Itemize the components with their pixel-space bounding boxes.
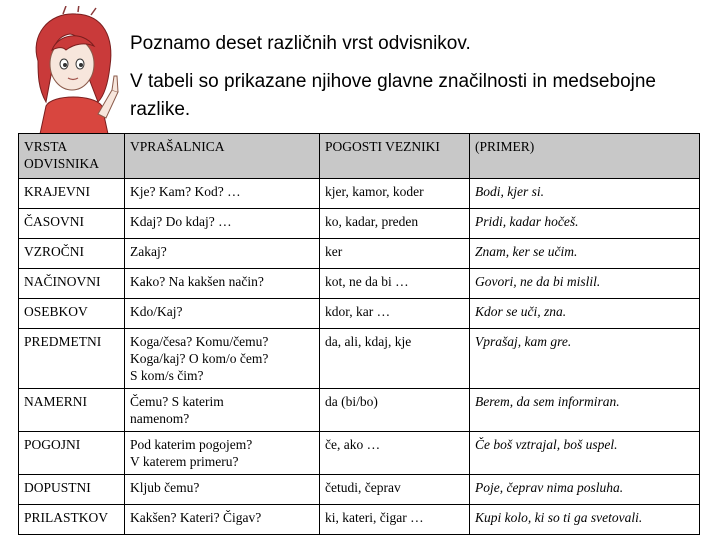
cell-conjunctions: da (bi/bo) [320, 389, 470, 432]
cell-question: Kako? Na kakšen način? [125, 269, 320, 299]
table-row [19, 432, 700, 475]
header-example: (PRIMER) [470, 134, 700, 179]
cell-question: Kdaj? Do kdaj? … [125, 209, 320, 239]
cell-example: Če boš vztrajal, boš uspel. [470, 432, 700, 475]
cell-question-line: V katerem primeru? [130, 454, 239, 469]
cell-question: Kje? Kam? Kod? … [125, 179, 320, 209]
intro-line-1: Poznamo deset različnih vrst odvisnikov. [130, 33, 471, 54]
girl-illustration [18, 6, 128, 134]
cell-example: Berem, da sem informiran. [470, 389, 700, 432]
cell-conjunctions: kot, ne da bi … [320, 269, 470, 299]
cell-question [125, 389, 320, 432]
cell-example: Govori, ne da bi mislil. [470, 269, 700, 299]
cell-example: Kupi kolo, ki so ti ga svetovali. [470, 505, 700, 535]
table-row [19, 475, 700, 505]
cell-type: KRAJEVNI [19, 179, 125, 209]
cell-question-line: Pod katerim pogojem? [130, 437, 253, 452]
header-question: VPRAŠALNICA [125, 134, 320, 179]
cell-question [125, 432, 320, 475]
header-type: VRSTA ODVISNIKA [19, 134, 125, 179]
clause-types-table [18, 133, 700, 535]
table-row [19, 329, 700, 389]
cell-conjunctions: če, ako … [320, 432, 470, 475]
cell-type: PRILASTKOV [19, 505, 125, 535]
cell-type: OSEBKOV [19, 299, 125, 329]
cell-type: NAMERNI [19, 389, 125, 432]
table-row [19, 179, 700, 209]
table-row [19, 505, 700, 535]
cell-question: Zakaj? [125, 239, 320, 269]
cell-question-line: namenom? [130, 411, 190, 426]
cell-example: Bodi, kjer si. [470, 179, 700, 209]
cell-type: PREDMETNI [19, 329, 125, 389]
cell-conjunctions: ko, kadar, preden [320, 209, 470, 239]
cell-question-line: Koga/česa? Komu/čemu? [130, 334, 269, 349]
cell-question-line: S kom/s čim? [130, 368, 204, 383]
cell-type: DOPUSTNI [19, 475, 125, 505]
cell-example: Poje, čeprav nima posluha. [470, 475, 700, 505]
cell-example: Pridi, kadar hočeš. [470, 209, 700, 239]
cell-question: Kljub čemu? [125, 475, 320, 505]
table-row [19, 389, 700, 432]
cell-conjunctions: ker [320, 239, 470, 269]
cell-conjunctions: kdor, kar … [320, 299, 470, 329]
intro-line-2: V tabeli so prikazane njihove glavne značilnosti in medsebojne razlike. [130, 71, 656, 120]
table-row [19, 299, 700, 329]
cell-example: Vprašaj, kam gre. [470, 329, 700, 389]
table-row [19, 209, 700, 239]
table-row [19, 239, 700, 269]
table-header-row [19, 134, 700, 179]
cell-question [125, 329, 320, 389]
cell-type: VZROČNI [19, 239, 125, 269]
cell-type: NAČINOVNI [19, 269, 125, 299]
cell-example: Znam, ker se učim. [470, 239, 700, 269]
intro-text [130, 30, 710, 124]
cell-question-line: Čemu? S katerim [130, 394, 224, 409]
cell-question: Kakšen? Kateri? Čigav? [125, 505, 320, 535]
cell-conjunctions: kjer, kamor, koder [320, 179, 470, 209]
cell-example: Kdor se uči, zna. [470, 299, 700, 329]
cell-conjunctions: četudi, čeprav [320, 475, 470, 505]
cell-question: Kdo/Kaj? [125, 299, 320, 329]
table-row [19, 269, 700, 299]
cell-type: ČASOVNI [19, 209, 125, 239]
cell-type: POGOJNI [19, 432, 125, 475]
cell-conjunctions: da, ali, kdaj, kje [320, 329, 470, 389]
header-conjunctions: POGOSTI VEZNIKI [320, 134, 470, 179]
cell-conjunctions: ki, kateri, čigar … [320, 505, 470, 535]
cell-question-line: Koga/kaj? O kom/o čem? [130, 351, 269, 366]
